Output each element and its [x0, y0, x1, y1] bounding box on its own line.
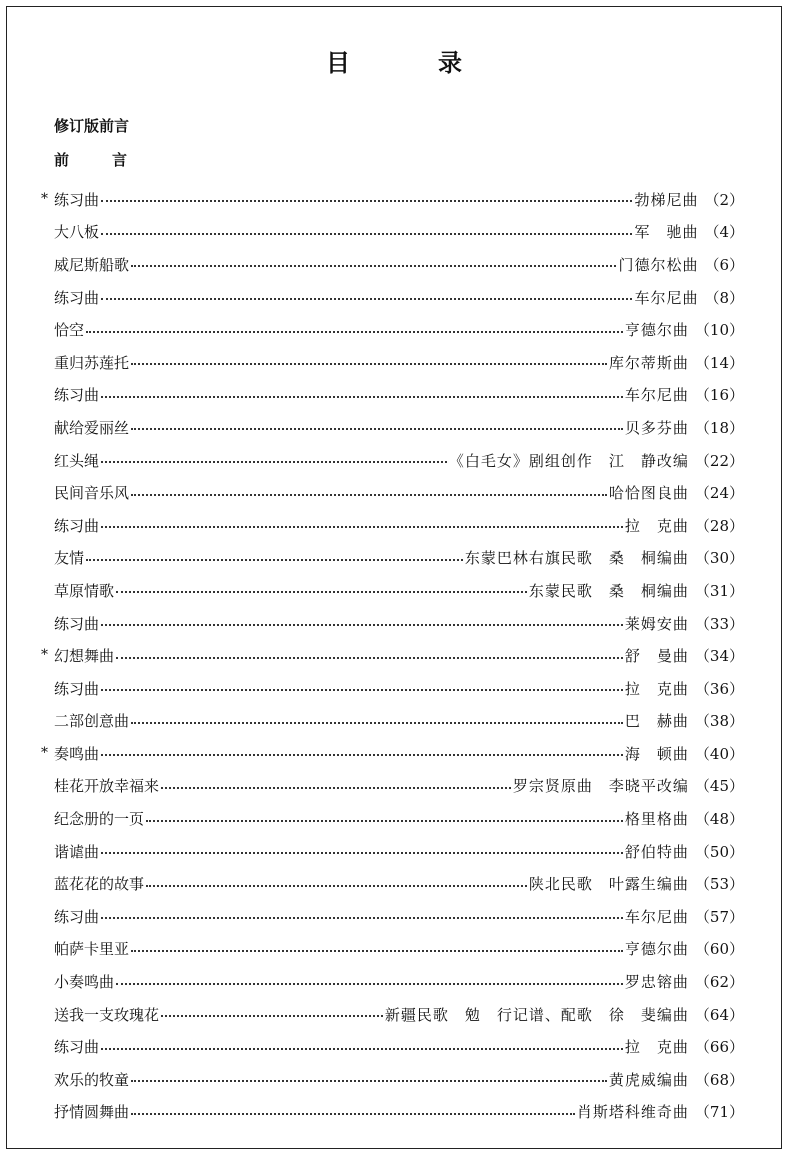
entry-credit: 拉 克曲 — [624, 1038, 689, 1057]
dot-leader — [131, 494, 607, 496]
toc-entry[interactable] — [54, 900, 744, 933]
entry-title: 桂花开放幸福来 — [54, 777, 160, 796]
dot-leader — [131, 428, 623, 430]
entry-page: （60） — [694, 940, 744, 959]
toc-entry[interactable] — [54, 1096, 744, 1129]
dot-leader — [131, 950, 623, 952]
dot-leader — [101, 526, 623, 528]
entry-credit: 亨德尔曲 — [624, 321, 689, 340]
entry-title: 大八板 — [54, 223, 100, 242]
entry-title: 威尼斯船歌 — [54, 255, 130, 274]
entry-credit: 巴 赫曲 — [624, 712, 689, 731]
toc-entry[interactable] — [54, 411, 744, 444]
toc-entry[interactable] — [54, 965, 744, 998]
page-title: 目 录 — [326, 49, 494, 77]
document-page — [6, 6, 782, 1149]
entry-page: （48） — [694, 810, 744, 829]
entry-credit: 门德尔松曲 — [618, 255, 699, 274]
entry-credit: 舒 曼曲 — [624, 647, 689, 666]
heading-preface[interactable]: 前 言 — [54, 151, 142, 169]
entry-page: （10） — [694, 321, 744, 340]
entry-title: 幻想舞曲 — [54, 647, 115, 666]
entry-title: 献给爱丽丝 — [54, 418, 130, 437]
entry-page: （8） — [704, 288, 744, 307]
entry-page: （57） — [694, 907, 744, 926]
entry-page: （14） — [694, 353, 744, 372]
dot-leader — [161, 1015, 383, 1017]
entry-credit: 东蒙民歌 桑 桐编曲 — [528, 581, 689, 600]
entry-credit: 格里格曲 — [624, 810, 689, 829]
entry-page: （18） — [694, 418, 744, 437]
dot-leader — [86, 559, 463, 561]
dot-leader — [161, 787, 511, 789]
toc-entry[interactable] — [54, 998, 744, 1031]
dot-leader — [101, 624, 623, 626]
entry-page: （22） — [694, 451, 744, 470]
dot-leader — [131, 265, 616, 267]
entry-credit: 东蒙巴林右旗民歌 桑 桐编曲 — [464, 549, 689, 568]
toc-entry[interactable] — [41, 639, 744, 672]
dot-leader — [101, 1048, 623, 1050]
entry-page: （30） — [694, 549, 744, 568]
entry-credit: 车尔尼曲 — [624, 907, 689, 926]
entry-title: 小奏鸣曲 — [54, 973, 115, 992]
dot-leader — [116, 591, 527, 593]
entry-credit: 勃梯尼曲 — [634, 190, 699, 209]
entry-page: （4） — [704, 223, 744, 242]
entry-title: 红头绳 — [54, 451, 100, 470]
entry-page: （64） — [694, 1005, 744, 1024]
starred-marker: * — [41, 745, 48, 762]
entry-page: （16） — [694, 386, 744, 405]
entry-title: 奏鸣曲 — [54, 744, 100, 763]
entry-title: 练习曲 — [54, 614, 100, 633]
entry-title: 练习曲 — [54, 679, 100, 698]
entry-page: （6） — [704, 255, 744, 274]
entry-page: （66） — [694, 1038, 744, 1057]
toc-entry[interactable] — [54, 346, 744, 379]
toc-entry[interactable] — [54, 770, 744, 803]
starred-marker: * — [41, 647, 48, 664]
entry-title: 抒情圆舞曲 — [54, 1103, 130, 1122]
dot-leader — [131, 1113, 575, 1115]
entry-credit: 黄虎威编曲 — [608, 1070, 689, 1089]
toc-entry[interactable] — [54, 509, 744, 542]
dot-leader — [101, 200, 632, 202]
dot-leader — [101, 917, 623, 919]
entry-title: 练习曲 — [54, 288, 100, 307]
entry-page: （68） — [694, 1070, 744, 1089]
dot-leader — [101, 233, 632, 235]
toc-entry[interactable] — [54, 933, 744, 966]
starred-marker: * — [41, 191, 48, 207]
dot-leader — [101, 396, 623, 398]
entry-page: （36） — [694, 679, 744, 698]
entry-credit: 肖斯塔科维奇曲 — [576, 1103, 689, 1122]
entry-credit: 《白毛女》剧组创作 江 静改编 — [448, 451, 689, 470]
entry-credit: 陕北民歌 叶露生编曲 — [528, 875, 689, 894]
toc-entry[interactable] — [54, 867, 744, 900]
entry-credit: 拉 克曲 — [624, 679, 689, 698]
entry-page: （71） — [694, 1103, 744, 1122]
entry-page: （50） — [694, 842, 744, 861]
entry-credit: 罗忠镕曲 — [624, 973, 689, 992]
entry-title: 蓝花花的故事 — [54, 875, 145, 894]
entry-page: （40） — [694, 744, 744, 763]
dot-leader — [86, 331, 623, 333]
dot-leader — [116, 657, 623, 659]
toc-entry[interactable] — [54, 248, 744, 281]
entry-page: （33） — [694, 614, 744, 633]
entry-title: 重归苏莲托 — [54, 353, 130, 372]
dot-leader — [101, 461, 447, 463]
dot-leader — [131, 1080, 607, 1082]
toc-entry[interactable] — [54, 1063, 744, 1096]
entry-title: 纪念册的一页 — [54, 810, 145, 829]
dot-leader — [146, 820, 623, 822]
toc-entry[interactable] — [54, 542, 744, 575]
toc-entry[interactable] — [54, 444, 744, 477]
entry-page: （28） — [694, 516, 744, 535]
toc-list — [41, 183, 744, 1128]
entry-page: （38） — [694, 712, 744, 731]
dot-leader — [101, 689, 623, 691]
entry-credit: 海 顿曲 — [624, 744, 689, 763]
toc-entry[interactable] — [41, 183, 744, 216]
entry-credit: 哈恰图良曲 — [608, 484, 689, 503]
dot-leader — [146, 885, 527, 887]
toc-entry[interactable] — [54, 607, 744, 640]
toc-entry[interactable] — [54, 379, 744, 412]
toc-entry[interactable] — [54, 313, 744, 346]
entry-credit: 车尔尼曲 — [624, 386, 689, 405]
toc-entry[interactable] — [54, 1030, 744, 1063]
entry-title: 练习曲 — [54, 386, 100, 405]
entry-title: 欢乐的牧童 — [54, 1070, 130, 1089]
toc-entry[interactable] — [54, 835, 744, 868]
entry-credit: 亨德尔曲 — [624, 940, 689, 959]
entry-title: 练习曲 — [54, 1038, 100, 1057]
entry-credit: 莱姆安曲 — [624, 614, 689, 633]
entry-page: （45） — [694, 777, 744, 796]
entry-title: 二部创意曲 — [54, 712, 130, 731]
entry-credit: 车尔尼曲 — [634, 288, 699, 307]
toc-entry[interactable] — [54, 476, 744, 509]
entry-title: 友情 — [54, 549, 85, 568]
entry-title: 练习曲 — [54, 516, 100, 535]
entry-credit: 拉 克曲 — [624, 516, 689, 535]
dot-leader — [131, 722, 623, 724]
entry-title: 练习曲 — [54, 190, 100, 209]
entry-page: （62） — [694, 973, 744, 992]
entry-page: （31） — [694, 581, 744, 600]
entry-credit: 罗宗贤原曲 李晓平改编 — [512, 777, 689, 796]
toc-entry[interactable] — [41, 737, 744, 770]
entry-credit: 库尔蒂斯曲 — [608, 353, 689, 372]
toc-entry[interactable] — [54, 672, 744, 705]
entry-page: （24） — [694, 484, 744, 503]
entry-title: 草原情歌 — [54, 581, 115, 600]
entry-credit: 舒伯特曲 — [624, 842, 689, 861]
dot-leader — [101, 852, 623, 854]
entry-credit: 军 驰曲 — [634, 223, 699, 242]
dot-leader — [116, 983, 623, 985]
dot-leader — [131, 363, 607, 365]
entry-title: 谐谑曲 — [54, 842, 100, 861]
entry-credit: 贝多芬曲 — [624, 418, 689, 437]
heading-revised-preface[interactable]: 修订版前言 — [54, 117, 130, 135]
dot-leader — [101, 298, 632, 300]
toc-entry[interactable] — [54, 574, 744, 607]
entry-page: （53） — [694, 875, 744, 894]
entry-page: （34） — [694, 647, 744, 666]
toc-entry[interactable] — [54, 802, 744, 835]
entry-credit: 新疆民歌 勉 行记谱、配歌 徐 斐编曲 — [384, 1005, 689, 1024]
entry-title: 练习曲 — [54, 907, 100, 926]
entry-title: 送我一支玫瑰花 — [54, 1005, 160, 1024]
entry-page: （2） — [704, 190, 744, 209]
toc-entry[interactable] — [54, 281, 744, 314]
toc-entry[interactable] — [54, 216, 744, 249]
toc-entry[interactable] — [54, 705, 744, 738]
entry-title: 帕萨卡里亚 — [54, 940, 130, 959]
dot-leader — [101, 754, 623, 756]
entry-title: 民间音乐风 — [54, 484, 130, 503]
entry-title: 恰空 — [54, 321, 85, 340]
